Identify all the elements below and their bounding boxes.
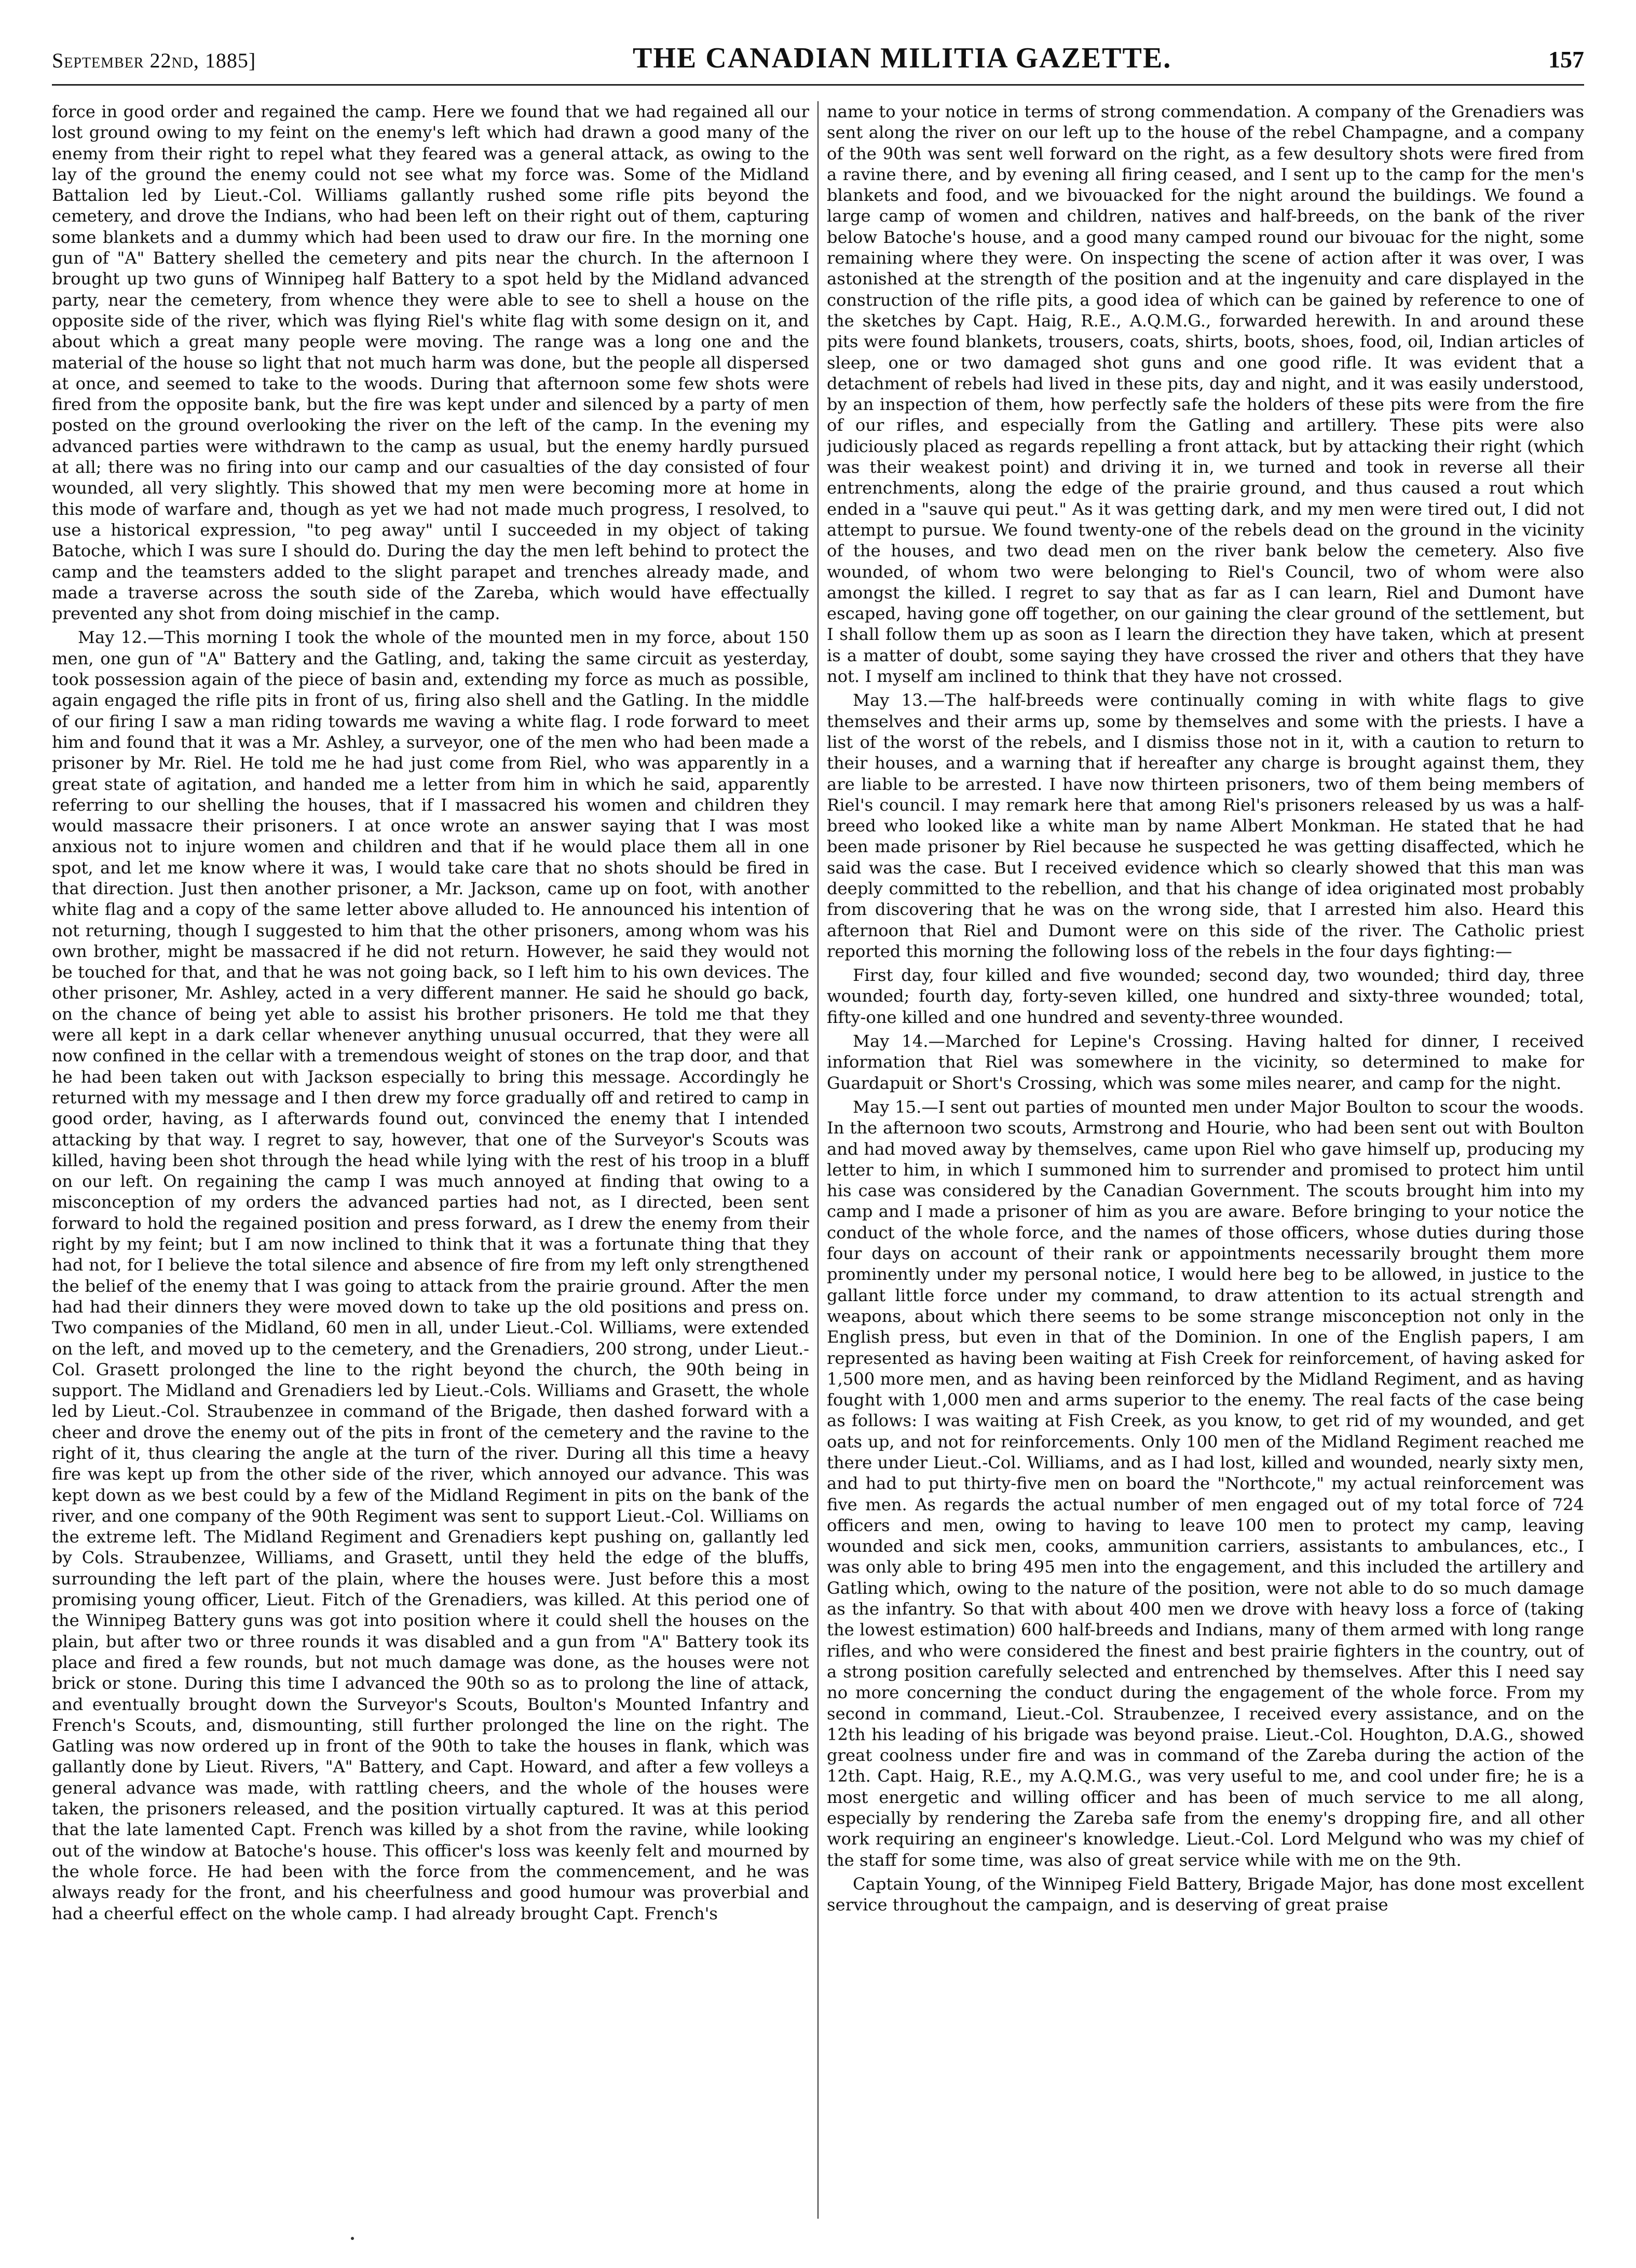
header-rule bbox=[52, 84, 1584, 86]
paragraph: name to your notice in terms of strong commendation. A company of the Grenadiers was sent along the river on our left up to the house of the rebel Champagne, and a company of the 90th was sent well forward on the right, as a few desultory shots were fired from a ravine there, and by evening all firing ceased, and I sent up to the camp for the men's blankets and food, and we bivouacked for the night around the buildings. We found a large camp of women and children, natives and half-breeds, on the bank of the river below Batoche's house, and a good many camped round our bivouac for the night, some remaining where they were. On inspecting the scene of action after it was over, I was astonished at the strength of the position and at the ingenuity and care displayed in the construction of the rifle pits, a good idea of which can be gained by reference to one of the sketches by Capt. Haig, R.E., A.Q.M.G., forwarded herewith. In and around these pits were found blankets, trousers, coats, shirts, boots, shoes, food, oil, Indian articles of sleep, one or two damaged shot guns and one good rifle. It was evident that a detachment of rebels had lived in these pits, day and night, and it was easily understood, by an inspection of them, how perfectly safe the holders of these pits were from the fire of our rifles, and especially from the Gatling and artillery. These pits were also judiciously placed as regards repelling a front attack, but by attacking their right (which was their weakest point) and driving it in, we turned and took in reverse all their entrenchments, along the edge of the prairie ground, and thus caused a rout which ended in a "sauve qui peut." As it was getting dark, and my men were tired out, I did not attempt to pursue. We found twenty-one of the rebels dead on the ground in the vicinity of the houses, and two dead men on the river bank below the cemetery. Also five wounded, of whom two were belonging to Riel's Council, two of whom were also amongst the killed. I regret to say that as far as I can learn, Riel and Dumont have escaped, having gone off together, on our gaining the clear ground of the settlement, but I shall follow them up as soon as I learn the direction they have taken, which at present is a matter of doubt, some saying they have crossed the river and others that they have not. I myself am inclined to think that they have not crossed. bbox=[827, 102, 1584, 687]
paragraph: Captain Young, of the Winnipeg Field Battery, Brigade Major, has done most excellent service throughout the campaign, and is deserving of great praise bbox=[827, 1874, 1584, 1915]
print-mark bbox=[351, 2237, 354, 2240]
paragraph: First day, four killed and five wounded; second day, two wounded; third day, three wounded; fourth day, forty-seven killed, one hundred and sixty-three wounded; total, fifty-one killed and one hundred and seventy-three wounded. bbox=[827, 965, 1584, 1027]
column-right bbox=[827, 101, 1584, 2219]
paragraph: May 15.—I sent out parties of mounted men under Major Boulton to scour the woods. In the afternoon two scouts, Armstrong and Hourie, who had been sent out with Boulton and had moved away by themselves, came upon Riel who gave himself up, producing my letter to him, in which I summoned him to surrender and promised to protect him until his case was considered by the Canadian Government. The scouts brought him into my camp and I made a prisoner of him as you are aware. Before bringing to your notice the conduct of the whole force, and the names of those officers, whose duties during those four days on account of their rank or appointments necessarily brought them more prominently under my personal notice, I would here beg to be allowed, in justice to the gallant little force under my command, to draw attention to its actual strength and weapons, about which there seems to be some strange misconception not only in the English press, but even in that of the Dominion. In one of the English papers, I am represented as having been waiting at Fish Creek for reinforcement, of having asked for 1,500 more men, and as having been reinforced by the Midland Regiment, and as having fought with 1,000 men and arms superior to the enemy. The real facts of the case being as follows: I was waiting at Fish Creek, as you know, to get rid of my wounded, and get oats up, and not for reinforcements. Only 100 men of the Midland Regiment reached me there under Lieut.-Col. Williams, and as I had lost, killed and wounded, nearly sixty men, and had to put thirty-five men on board the "Northcote," my actual reinforcement was five men. As regards the actual number of men engaged out of my total force of 724 officers and men, owing to having to leave 100 men to protect my camp, leaving wounded and sick men, cooks, ammunition carriers, assistants to ambulances, etc., I was only able to bring 495 men into the engagement, and this included the artillery and Gatling which, owing to the nature of the position, were not able to do so much damage as the infantry. So that with about 400 men we drove with heavy loss a force of (taking the lowest estimation) 600 half-breeds and Indians, many of them armed with long range rifles, and who were considered the finest and best prairie fighters in the country, out of a strong position carefully selected and entrenched by themselves. After this I need say no more concerning the conduct during the engagement of the whole force. From my second in command, Lieut.-Col. Straubenzee, I received every assistance, and on the 12th his leading of his brigade was beyond praise. Lieut.-Col. Houghton, D.A.G., showed great coolness under fire and was in command of the Zareba during the action of the 12th. Capt. Haig, R.E., my A.Q.M.G., was very useful to me, and cool under fire; he is a most energetic and willing officer and has been of much service to me all along, especially by rendering the Zareba safe from the enemy's dropping fire, and all other work requiring an engineer's knowledge. Lieut.-Col. Lord Melgund who was my chief of the staff for some time, was also of great service while with me on the 9th. bbox=[827, 1097, 1584, 1870]
paragraph: force in good order and regained the camp. Here we found that we had regained all our lost ground owing to my feint on the enemy's left which had drawn a good many of the enemy from their right to repel what they feared was a general attack, as owing to the lay of the ground the enemy could not see what my force was. Some of the Midland Battalion led by Lieut.-Col. Williams gallantly rushed some rifle pits beyond the cemetery, and drove the Indians, who had been left on their right out of them, capturing some blankets and a dummy which had been used to draw our fire. In the morning one gun of "A" Battery shelled the cemetery and pits near the church. In the afternoon I brought up two guns of Winnipeg half Battery to a spot held by the Midland advanced party, near the cemetery, from whence they were able to see to shell a house on the opposite side of the river, which was flying Riel's white flag with some design on it, and about which a great many people were moving. The range was a long one and the material of the house so light that not much harm was done, but the people all dispersed at once, and seemed to take to the woods. During that afternoon some few shots were fired from the opposite bank, but the fire was kept under and silenced by a party of men posted on the ground overlooking the river on the left of the camp. In the evening my advanced parties were withdrawn to the camp as usual, but the enemy hardly pursued at all; there was no firing into our camp and our casualties of the day consisted of four wounded, all very slightly. This showed that my men were becoming more at home in this mode of warfare and, though as yet we had not made much progress, I resolved, to use a historical expression, "to peg away" until I succeeded in my object of taking Batoche, which I was sure I should do. During the day the men left behind to protect the camp and the teamsters added to the slight parapet and trenches already made, and made a traverse across the south side of the Zareba, which would have effectually prevented any shot from doing mischief in the camp. bbox=[52, 102, 809, 624]
masthead-title: THE CANADIAN MILITIA GAZETTE. bbox=[633, 42, 1172, 74]
text-columns bbox=[52, 101, 1584, 2219]
paragraph: May 14.—Marched for Lepine's Crossing. Having halted for dinner, I received information that Riel was somewhere in the vicinity, so determined to make for Guardapuit or Short's Crossing, which was some miles nearer, and camp for the night. bbox=[827, 1031, 1584, 1093]
issue-date: September 22nd, 1885] bbox=[52, 49, 256, 72]
paragraph: May 13.—The half-breeds were continually coming in with white flags to give themselves and their arms up, some by themselves and some with the priests. I have a list of the worst of the rebels, and I dismiss those not in it, with a caution to return to their houses, and a warning that if hereafter any charge is brought against them, they are liable to be arrested. I have now thirteen prisoners, two of them being members of Riel's council. I may remark here that among Riel's prisoners released by us was a half-breed who looked like a white man by name Albert Monkman. He stated that he had been made prisoner by Riel because he suspected he was getting disaffected, which he said was the case. But I received evidence which so clearly showed that this man was deeply committed to the rebellion, and that his change of idea originated most probably from discovering that he was on the wrong side, that I arrested him also. Heard this afternoon that Riel and Dumont were on this side of the river. The Catholic priest reported this morning the following loss of the rebels in the four days fighting:— bbox=[827, 690, 1584, 961]
column-divider bbox=[817, 101, 819, 2219]
paragraph: May 12.—This morning I took the whole of the mounted men in my force, about 150 men, one gun of "A" Battery and the Gatling, and, taking the same circuit as yesterday, took possession again of the piece of basin and, extending my force as much as possible, again engaged the rifle pits in front of us, firing also shell and the Gatling. In the middle of our firing I saw a man riding towards me waving a white flag. I rode forward to meet him and found that it was a Mr. Ashley, a surveyor, one of the men who had been made a prisoner by Mr. Riel. He told me he had just come from Riel, who was apparently in a great state of agitation, and handed me a letter from him in which he said, apparently referring to our shelling the houses, that if I massacred his women and children they would massacre their prisoners. I at once wrote an answer saying that I was most anxious not to injure women and children and that if he would place them all in one spot, and let me know where it was, I would take care that no shots should be fired in that direction. Just then another prisoner, a Mr. Jackson, came up on foot, with another white flag and a copy of the same letter above alluded to. He announced his intention of not returning, though I suggested to him that the other prisoners, among whom was his own brother, might be massacred if he did not return. However, he said they would not be touched for that, and that he was not going back, so I left him to his own devices. The other prisoner, Mr. Ashley, acted in a very different manner. He said he should go back, on the chance of being yet able to assist his brother prisoners. He told me that they were all kept in a dark cellar whenever anything unusual occurred, that they were all now confined in the cellar with a tremendous weight of stones on the trap door, and that he had been taken out with Jackson especially to bring this message. Accordingly he returned with my message and I then drew my force gradually off and retired to camp in good order, having, as I afterwards found out, convinced the enemy that I intended attacking by that way. I regret to say, however, that one of the Surveyor's Scouts was killed, having been shot through the head while lying with the rest of his troop in a bluff on our left. On regaining the camp I was much annoyed at finding that owing to a misconception of my orders the advanced parties had not, as I directed, been sent forward to hold the regained position and press forward, as I drew the enemy from their right by my feint; but I am now inclined to think that it was a fortunate thing that they had not, for I believe the total silence and absence of fire from my left only strengthened the belief of the enemy that I was going to attack from the prairie ground. After the men had had their dinners they were moved down to take up the old positions and press on. Two companies of the Midland, 60 men in all, under Lieut.-Col. Williams, were extended on the left, and moved up to the cemetery, and the Grenadiers, 200 strong, under Lieut.-Col. Grasett prolonged the line to the right beyond the church, the 90th being in support. The Midland and Grenadiers led by Lieut.-Cols. Williams and Grasett, the whole led by Lieut.-Col. Straubenzee in command of the Brigade, then dashed forward with a cheer and drove the enemy out of the pits in front of the cemetery and the ravine to the right of it, thus clearing the angle at the turn of the river. During all this time a heavy fire was kept up from the other side of the river, which annoyed our advance. This was kept down as we best could by a few of the Midland Regiment in pits on the bank of the river, and one company of the 90th Regiment was sent to support Lieut.-Col. Williams on the extreme left. The Midland Regiment and Grenadiers kept pushing on, gallantly led by Cols. Straubenzee, Williams, and Grasett, until they held the edge of the bluffs, surrounding the left part of the plain, where the houses were. Just before this a most promising young officer, Lieut. Fitch of the Grenadiers, was killed. At this period one of the Winnipeg Battery guns was got into position where it could shell the houses on the plain, but after two or three rounds it was disabled and a gun from "A" Battery took its place and fired a few rounds, but not much damage was done, as the houses were not brick or stone. During this time I advanced the 90th so as to prolong the line of attack, and eventually brought down the Surveyor's Scouts, Boulton's Mounted Infantry and French's Scouts, and, dismounting, still further prolonged the line on the right. The Gatling was now ordered up in front of the 90th to take the houses in flank, which was gallantly done by Lieut. Rivers, "A" Battery, and Capt. Howard, and after a few volleys a general advance was made, with rattling cheers, and the whole of the houses were taken, the prisoners released, and the position virtually captured. It was at this period that the late lamented Capt. French was killed by a shot from the ravine, while looking out of the window at Batoche's house. This officer's loss was keenly felt and mourned by the whole force. He had been with the force from the commencement, and he was always ready for the front, and his cheerfulness and good humour was proverbial and had a cheerful effect on the whole camp. I had already brought Capt. French's bbox=[52, 627, 809, 1923]
column-left bbox=[52, 101, 809, 2219]
page-header bbox=[52, 42, 1584, 78]
page-number: 157 bbox=[1548, 46, 1584, 73]
